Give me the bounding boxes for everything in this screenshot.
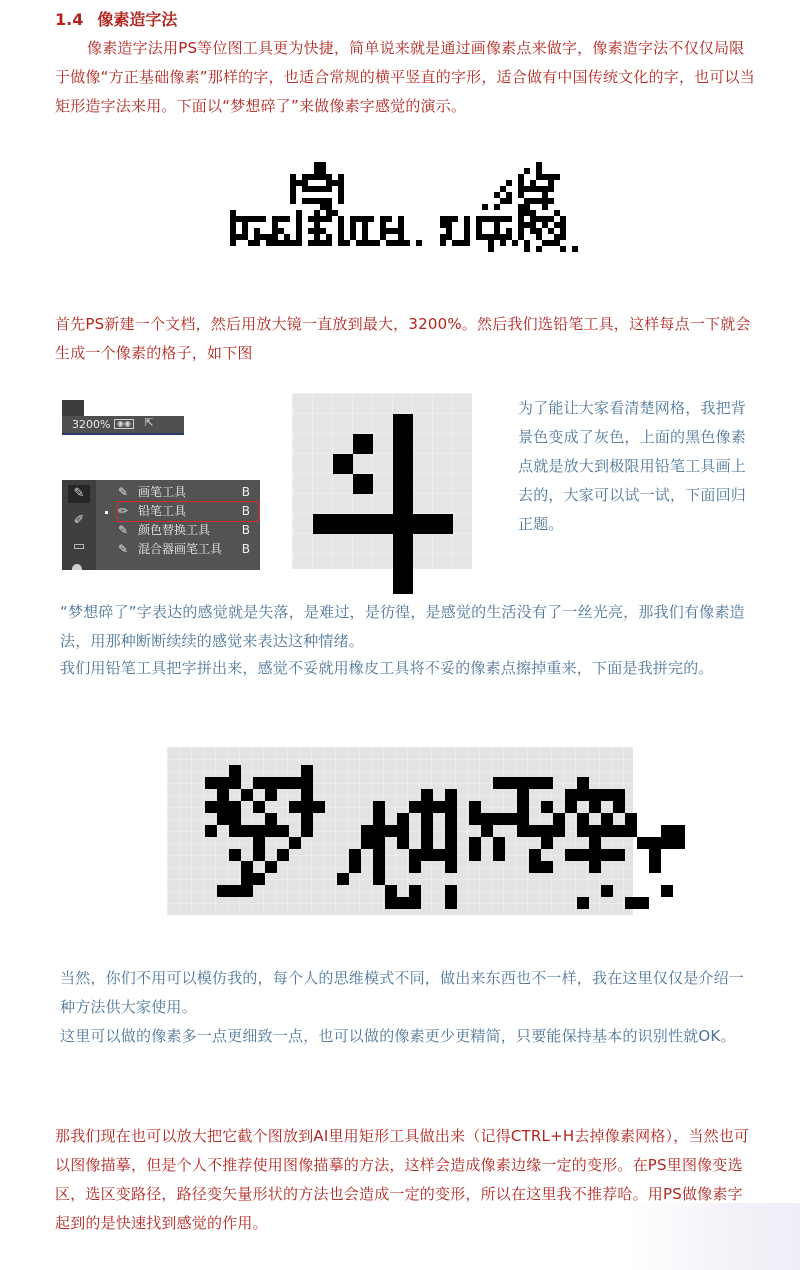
pixel-cell (313, 801, 325, 813)
pixel-cell (289, 801, 301, 813)
pixel-cell (290, 198, 296, 204)
pixel-cell (493, 837, 505, 849)
mixer-brush-icon: ✎ (118, 542, 129, 556)
advice-paragraph: 当然，你们不用可以模仿我的，每个人的思维模式不同，做出来东西也不一样，我在这里仅仅是介绍一种方法供大家使用。 (60, 969, 745, 1016)
panel-edge (62, 400, 84, 416)
doc-info-icon[interactable]: ◉◉ (114, 419, 134, 429)
pixel-cell (404, 240, 410, 246)
pixel-cell (565, 789, 577, 801)
pixel-cell (481, 813, 493, 825)
brush-tool-icon[interactable]: ✎ (68, 485, 90, 503)
section-title: 像素造字法 (97, 10, 178, 29)
pixel-cell (524, 246, 530, 252)
pixel-cell (445, 813, 457, 825)
pixel-cell (409, 897, 421, 909)
pixel-cell (326, 216, 332, 222)
watermark (628, 1203, 800, 1270)
clone-stamp-icon[interactable]: ✐ (73, 513, 85, 528)
pixel-cell (625, 897, 637, 909)
menu-item-shortcut: B (241, 504, 250, 518)
pixel-cell (289, 837, 301, 849)
pixel-cell (565, 849, 577, 861)
menu-item-shortcut: B (241, 523, 250, 537)
pixel-cell (349, 849, 361, 861)
pixel-cell (296, 240, 302, 246)
menu-item-brush[interactable] (118, 483, 258, 502)
pixel-cell (506, 198, 512, 204)
pixel-cell (625, 813, 637, 825)
pixel-cell (445, 837, 457, 849)
pixel-cell (661, 825, 673, 837)
pixel-cell (505, 777, 517, 789)
pixel-cell (230, 240, 236, 246)
pixel-cell (673, 837, 685, 849)
status-bar (62, 416, 184, 435)
pixel-cell (217, 789, 229, 801)
pixel-cell (353, 474, 373, 494)
pixel-cell (572, 246, 578, 252)
pixel-cell (373, 514, 393, 534)
pixel-cell (493, 777, 505, 789)
pixel-cell (488, 246, 494, 252)
pixel-cell (386, 216, 392, 222)
pixel-cell (494, 204, 500, 210)
pixel-cell (260, 216, 266, 222)
pixel-cell (393, 414, 413, 434)
pixel-cell (326, 240, 332, 246)
pixel-cell (601, 885, 613, 897)
pixel-cell (517, 813, 529, 825)
pixel-cell (397, 825, 409, 837)
pixel-cell (241, 873, 253, 885)
pixel-cell (541, 825, 553, 837)
pixel-cell (452, 216, 458, 222)
section-heading (55, 8, 177, 32)
pixel-cell (374, 240, 380, 246)
pixel-cell (601, 813, 613, 825)
pixel-cell (229, 849, 241, 861)
pixel-cell (421, 789, 433, 801)
pixel-cell (229, 777, 241, 789)
pixel-cell (445, 801, 457, 813)
pixel-cell (333, 454, 353, 474)
pixel-cell (277, 849, 289, 861)
pixel-cell (542, 204, 548, 210)
menu-item-color-replace[interactable] (118, 521, 258, 540)
pixel-cell (253, 777, 265, 789)
pixel-cell (241, 885, 253, 897)
pixel-cell (353, 434, 373, 454)
pencil-icon: ✏ (118, 504, 129, 518)
pixel-cell (649, 861, 661, 873)
pixel-cell (553, 825, 565, 837)
color-replace-icon: ✎ (118, 523, 129, 537)
pixel-cell (421, 825, 433, 837)
pixel-cell (469, 849, 481, 861)
zoom-level-panel (62, 400, 184, 435)
pixel-cell (373, 813, 385, 825)
pixel-cell (517, 777, 529, 789)
pixel-cell (536, 246, 542, 252)
pixel-cell (433, 514, 453, 534)
gradient-tool-icon[interactable]: ▭ (72, 539, 86, 554)
pixel-cell (301, 801, 313, 813)
pixel-cell (661, 885, 673, 897)
more-tools-icon (72, 564, 82, 570)
pixel-cell (505, 813, 517, 825)
detail-paragraph: 这里可以做的像素多一点更细致一点，也可以做的像素更少更精简，只要能保持基本的识别性就OK。 (60, 1027, 736, 1045)
pixel-cell (301, 825, 313, 837)
pixel-cell (577, 777, 589, 789)
pixel-cell (445, 825, 457, 837)
toolbar (62, 480, 96, 570)
pixel-cell (577, 897, 589, 909)
tool-flyout-menu (62, 480, 260, 570)
pixel-cell (601, 849, 613, 861)
pixel-cell (277, 777, 289, 789)
pixel-cell (217, 777, 229, 789)
pixel-cell (253, 837, 265, 849)
pixel-cell (589, 837, 601, 849)
pixel-cell (445, 789, 457, 801)
pixel-cell (393, 534, 413, 554)
pixel-cell (541, 861, 553, 873)
pixel-cell (421, 801, 433, 813)
pixel-cell (253, 873, 265, 885)
intro-text: 像素造字法用PS等位图工具更为快捷，简单说来就是通过画像素点来做字，像素造字法不仅仅局限于做像“方正基础像素”那样的字，也适合常规的横平竖直的字形，适合做有中国传统文化的字，也可以当矩形造字法来用。下面以“梦想碎了”来做像素字感觉的演示。 (55, 39, 755, 115)
pixel-cell (421, 837, 433, 849)
pixel-cell (469, 813, 481, 825)
pixel-cell (373, 849, 385, 861)
pixel-cell (229, 801, 241, 813)
pixel-cell (589, 861, 601, 873)
pixel-cell (373, 837, 385, 849)
pixel-cell (445, 897, 457, 909)
pixel-cell (409, 861, 421, 873)
pixel-cell (393, 554, 413, 574)
pixel-cell (265, 777, 277, 789)
pixel-cell (661, 837, 673, 849)
pixel-cell (469, 801, 481, 813)
pixel-grid-lines (292, 393, 472, 569)
pixel-cell (241, 789, 253, 801)
pixel-cell (589, 825, 601, 837)
menu-item-shortcut: B (241, 542, 250, 556)
emotion-paragraph: “梦想碎了”字表达的感觉就是失落，是难过，是彷徨，是感觉的生活没有了一丝光亮，那我们有像素造法，用那种断断续续的感觉来表达这种情绪。 (60, 603, 745, 650)
menu-item-label: 混合器画笔工具 (138, 542, 223, 556)
pixel-cell (553, 813, 565, 825)
pixel-cell (409, 849, 421, 861)
pixel-cell (613, 849, 625, 861)
pixel-cell (601, 789, 613, 801)
pixel-cell (397, 813, 409, 825)
pixel-cell (373, 861, 385, 873)
pixel-cell (254, 240, 260, 246)
pixel-cell (577, 849, 589, 861)
pixel-cell (421, 849, 433, 861)
active-bullet-icon (105, 511, 108, 514)
pixel-cell (560, 234, 566, 240)
pixel-cell (253, 825, 265, 837)
pixel-cell (445, 861, 457, 873)
pixel-cell (409, 885, 421, 897)
pixel-cell (529, 777, 541, 789)
pixel-cell (229, 813, 241, 825)
pixel-cell (577, 813, 589, 825)
pixel-cell (393, 574, 413, 594)
pixel-cell (524, 168, 530, 174)
pixel-cell (393, 494, 413, 514)
pixel-cell (385, 897, 397, 909)
zoom-value[interactable]: 3200% (72, 418, 111, 431)
pixel-cell (506, 180, 512, 186)
pixel-cell (493, 813, 505, 825)
pixel-cell (301, 789, 313, 801)
pixel-cell (368, 216, 374, 222)
pixel-cell (229, 885, 241, 897)
pixel-cell (589, 789, 601, 801)
pixel-cell (421, 813, 433, 825)
pixel-cell (289, 777, 301, 789)
pixel-cell (397, 837, 409, 849)
pixel-cell (625, 825, 637, 837)
pixel-cell (440, 240, 446, 246)
pixel-cell (229, 765, 241, 777)
pixel-grid-demo-image (292, 393, 472, 569)
pixel-cell (253, 849, 265, 861)
pixel-cell (517, 789, 529, 801)
pixel-cell (241, 861, 253, 873)
pixel-cell (529, 849, 541, 861)
pixel-cell (560, 246, 566, 252)
pixel-cell (517, 825, 529, 837)
pixel-cell (241, 825, 253, 837)
menu-item-label: 画笔工具 (138, 485, 187, 499)
menu-item-label: 颜色替换工具 (138, 523, 211, 537)
pixel-cell (361, 825, 373, 837)
pixel-cell (529, 825, 541, 837)
pixel-cell (301, 777, 313, 789)
pixel-cell (265, 813, 277, 825)
pixel-cell (393, 434, 413, 454)
side-note: 为了能让大家看清楚网格，我把背景色变成了灰色，上面的黑色像素点就是放大到极限用铅笔工具画上去的，大家可以试一试，下面回归正题。 (518, 399, 747, 533)
pixel-cell (541, 801, 553, 813)
pixel-cell (613, 825, 625, 837)
pixel-cell (333, 514, 353, 534)
pixel-cell (541, 777, 553, 789)
dream-broken-pixel-word-image (167, 747, 633, 915)
pixel-cell (284, 216, 290, 222)
pixel-cell (217, 885, 229, 897)
pixel-cell (205, 777, 217, 789)
pixel-cell (301, 765, 313, 777)
menu-item-shortcut: B (241, 485, 250, 499)
pixel-cell (673, 825, 685, 837)
pixel-cell (554, 174, 560, 180)
pixel-cell (589, 849, 601, 861)
pixel-cell (373, 801, 385, 813)
pixel-cell (265, 861, 277, 873)
pixel-cell (649, 849, 661, 861)
section-number: 1.4 (55, 10, 84, 29)
pixel-cell (416, 240, 422, 246)
pencil-paragraph: 我们用铅笔工具把字拼出来，感觉不妥就用橡皮工具将不妥的像素点擦掉重来，下面是我拼完的。 (60, 659, 714, 677)
pixel-cell (482, 204, 488, 210)
pixel-cell (217, 801, 229, 813)
pixel-cell (205, 801, 217, 813)
pixel-cell (326, 186, 332, 192)
pixel-cell (253, 801, 265, 813)
pixel-cell (385, 885, 397, 897)
pixel-cell (548, 186, 554, 192)
pixel-cell (409, 801, 421, 813)
pixel-cell (433, 801, 445, 813)
pixel-cell (361, 837, 373, 849)
pixel-cell (397, 897, 409, 909)
pixel-cell (349, 861, 361, 873)
menu-item-mixer-brush[interactable] (118, 540, 258, 559)
pixel-cell (338, 198, 344, 204)
step-paragraph: 首先PS新建一个文档，然后用放大镜一直放到最大，3200%。然后我们选铅笔工具，这样每点一下就会生成一个像素的格子，如下图 (55, 315, 751, 362)
pixel-cell (265, 825, 277, 837)
pixel-cell (589, 801, 601, 813)
pixel-cell (637, 897, 649, 909)
menu-item-label: 铅笔工具 (138, 504, 187, 518)
brush-icon: ✎ (118, 485, 129, 499)
pixel-cell (265, 789, 277, 801)
pixel-cell (353, 514, 373, 534)
pixel-cell (469, 837, 481, 849)
pixel-cell (413, 514, 433, 534)
pixel-cell (313, 514, 333, 534)
pixel-cell (277, 825, 289, 837)
pixel-cell (445, 885, 457, 897)
pixel-cell (541, 837, 553, 849)
pixel-cell (217, 813, 229, 825)
intro-paragraph (55, 34, 755, 121)
pixel-cell (565, 801, 577, 813)
pixel-cell (445, 849, 457, 861)
pixel-cell (373, 825, 385, 837)
pixel-cell (577, 789, 589, 801)
pixel-cell (613, 801, 625, 813)
pixel-cell (512, 240, 518, 246)
pixel-cell (385, 825, 397, 837)
pixel-cell (649, 837, 661, 849)
pixel-cell (500, 240, 506, 246)
pixel-cell (493, 849, 505, 861)
pixel-cell (393, 514, 413, 534)
pixel-cell (301, 813, 313, 825)
export-icon[interactable]: ⇱ (144, 416, 154, 429)
pixel-cell (481, 825, 493, 837)
pixel-cell (344, 240, 350, 246)
pixel-cell (529, 861, 541, 873)
pixel-cell (464, 240, 470, 246)
pixel-cell (337, 873, 349, 885)
pixel-cell (229, 825, 241, 837)
pixel-cell (577, 825, 589, 837)
pixel-cell (393, 474, 413, 494)
pixel-cell (373, 873, 385, 885)
pixel-cell (637, 837, 649, 849)
pixel-cell (433, 849, 445, 861)
pixel-font-sample-image (230, 158, 550, 262)
pixel-cell (548, 198, 554, 204)
pixel-cell (506, 216, 512, 222)
pixel-cell (205, 825, 217, 837)
pixel-cell (613, 789, 625, 801)
pixel-cell (517, 801, 529, 813)
ai-paragraph: 那我们现在也可以放大把它截个图放到AI里用矩形工具做出来（记得CTRL+H去掉像素网格），当然也可以图像描摹，但是个人不推荐使用图像描摹的方法，这样会造成像素边缘一定的变形。在PS里图像变选区，选区变路径，路径变矢量形状的方法也会造成一定的变形，所以在这里我不推荐哈。用PS做像素字起到的是快速找到感觉的作用。 (55, 1127, 750, 1232)
menu-item-pencil[interactable] (118, 502, 258, 521)
pixel-cell (601, 825, 613, 837)
pixel-cell (393, 454, 413, 474)
